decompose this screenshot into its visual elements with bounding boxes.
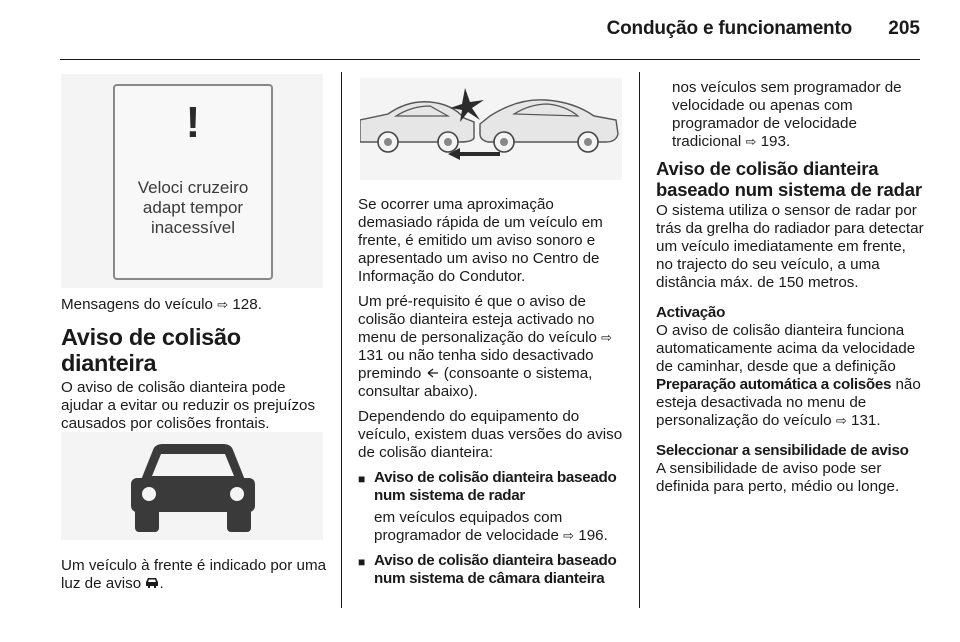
page-ref-link[interactable]: 193. (760, 133, 791, 150)
page-ref-link[interactable]: 196. (578, 527, 608, 544)
arrow-left-icon (448, 148, 500, 160)
vehicle-ahead-warning-icon (145, 575, 159, 592)
approach-warning-paragraph: Se ocorrer uma aproximação demasiado rápida de um veículo em frente, é emitido um aviso sonoro e apresentado um aviso no Centro de Informação do Condutor. (358, 196, 603, 285)
exclamation-icon: ! (185, 98, 201, 147)
info-display-screen (113, 84, 273, 280)
collision-illustration (360, 78, 622, 180)
page-ref-icon: ⇨ (835, 413, 847, 428)
bullet-radar-detail: em veículos equipados com programador de velocidade ⇨ 196. (374, 509, 608, 544)
versions-paragraph: Dependendo do equipamento do veículo, existem duas versões do aviso de colisão dianteira: (358, 408, 623, 461)
bullet-radar: ■ Aviso de colisão dianteira baseado num sistema de radar (358, 469, 617, 504)
activation-heading: Activação (656, 304, 726, 321)
section-heading-radar: Aviso de colisão dianteira baseado num sistema de radar (656, 158, 922, 200)
sensitivity-paragraph: A sensibilidade de aviso pode ser definida para perto, médio ou longe. (656, 460, 900, 495)
prerequisite-paragraph: Um pré-requisito é que o aviso de colisão dianteira esteja activado no menu de personalização do veículo ⇨ 131 ou não tenha sido desactivado premindo (consoante o sistema, consultar abaixo). (358, 293, 613, 400)
page-number: 205 (888, 18, 920, 39)
collision-figure (360, 78, 622, 180)
column-2 (358, 196, 628, 595)
section-heading-forward-collision-alert: Aviso de colisão dianteira (61, 324, 241, 376)
display-message-figure (61, 74, 323, 288)
page-ref-link[interactable]: 128. (232, 296, 262, 313)
forward-collision-button-icon (426, 365, 440, 382)
column-divider-1 (341, 72, 342, 608)
bullet-square-icon: ■ (358, 472, 366, 486)
display-line-3: inacessível (150, 218, 236, 237)
page-ref-icon: ⇨ (601, 330, 613, 345)
page-ref-icon: ⇨ (745, 134, 757, 149)
display-message-text (115, 178, 271, 238)
intro-paragraph: O aviso de colisão dianteira pode ajudar a evitar ou reduzir os prejuízos causados por colisões frontais. (61, 379, 316, 432)
bullet-square-icon: ■ (358, 555, 366, 569)
sensitivity-heading: Seleccionar a sensibilidade de aviso (656, 442, 909, 459)
display-line-2: adapt tempor (142, 198, 244, 217)
chapter-title: Condução e funcionamento (606, 18, 852, 39)
display-line-1: Veloci cruzeiro (137, 178, 249, 197)
column-divider-2 (639, 72, 640, 608)
page-header (0, 0, 960, 62)
page-ref-icon: ⇨ (563, 528, 575, 543)
column-1 (61, 296, 331, 600)
bullet-camera: ■ Aviso de colisão dianteira baseado num sistema de câmara dianteira (358, 552, 617, 587)
page-ref-icon: ⇨ (217, 297, 229, 312)
header-rule (60, 59, 920, 60)
camera-detail: nos veículos sem programador de velocidade ou apenas com programador de velocidade tradicional ⇨ 193. (672, 79, 902, 150)
vehicle-ahead-paragraph: Um veículo à frente é indicado por uma luz de aviso . (61, 557, 327, 592)
activation-paragraph: O aviso de colisão dianteira funciona automaticamente acima da velocidade de caminhar, desde que a definição Preparação automática a colisões não esteja desactivada no menu de personalização do veículo ⇨ 131. (656, 322, 921, 429)
radar-paragraph: O sistema utiliza o sensor de radar por trás da grelha do radiador para detectar um veículo imediatamente em frente, no trajecto do seu veículo, a uma distância máx. de 150 metros. (656, 202, 924, 291)
vehicle-messages-ref: Mensagens do veículo ⇨ 128. (61, 296, 262, 313)
page-ref-link[interactable]: 131. (851, 412, 881, 429)
column-3 (656, 79, 924, 503)
